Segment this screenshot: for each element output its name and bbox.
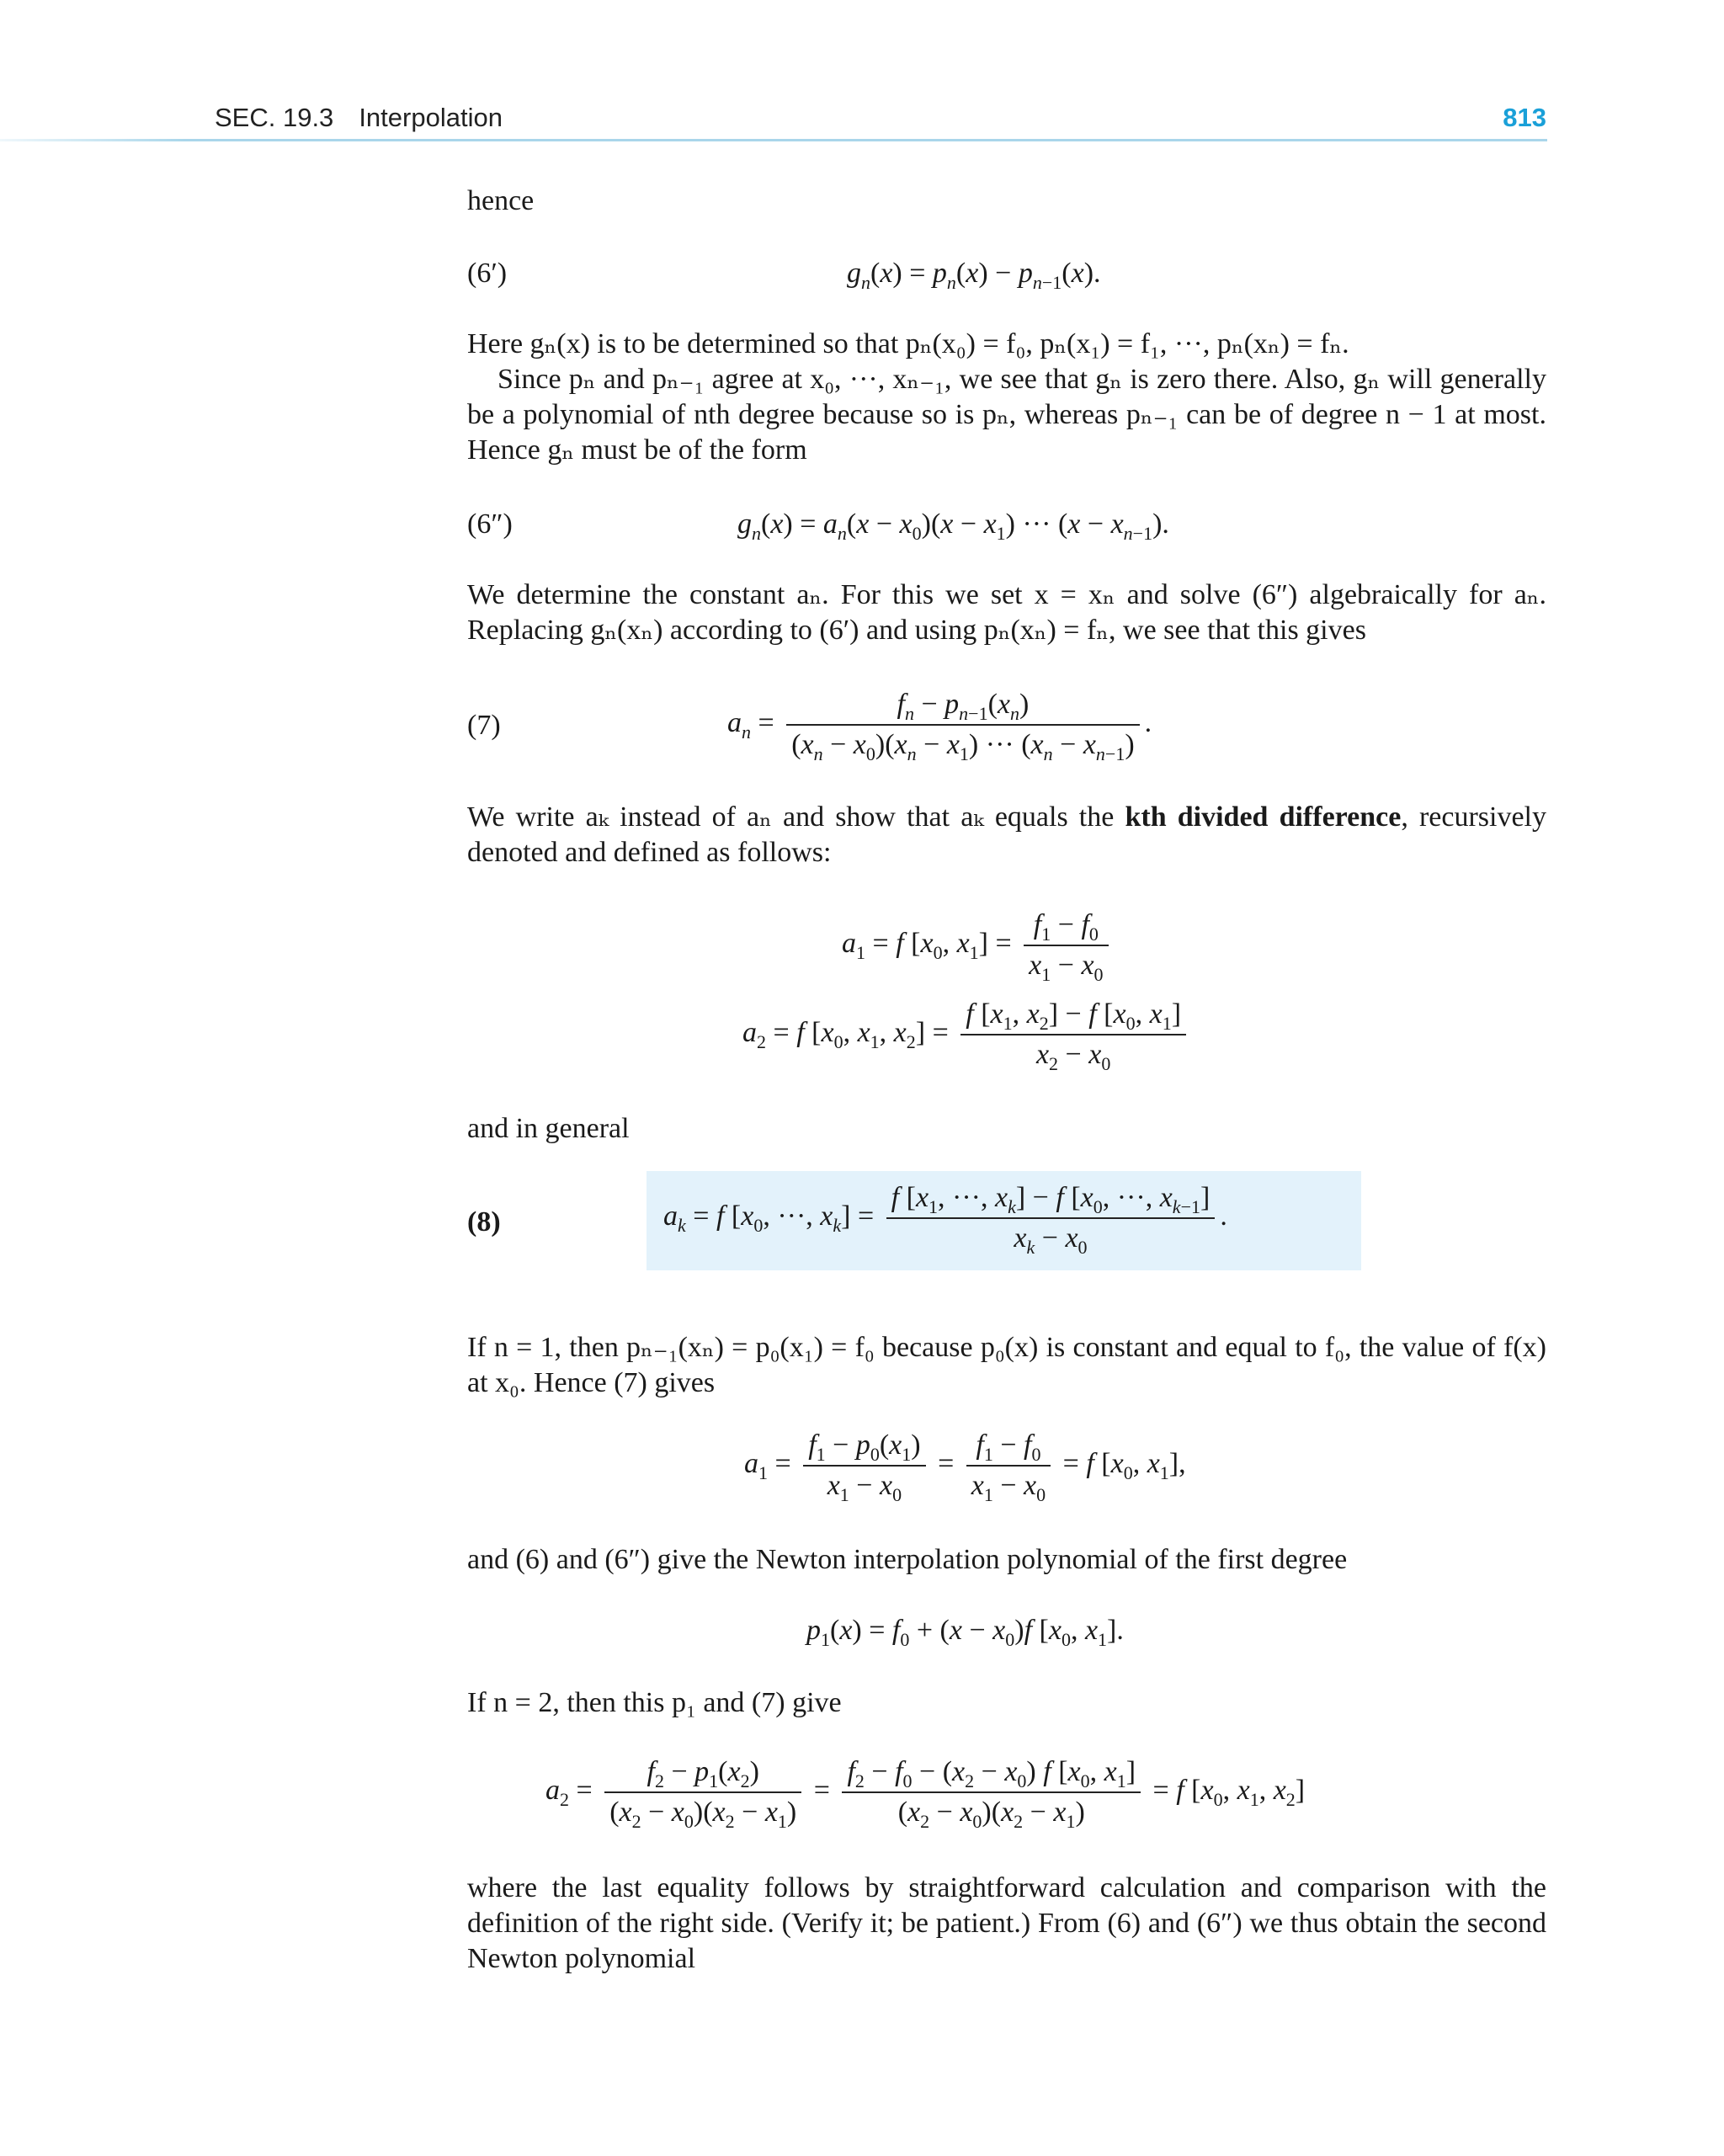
- paragraph-if-n2: If n = 2, then this p₁ and (7) give: [467, 1687, 842, 1718]
- running-header: [215, 103, 1546, 140]
- paragraph-write: We write aₖ instead of aₙ and show that aₖ equals the kth divided difference, recursively denoted and defined as follows:: [467, 801, 1546, 868]
- equation-a1-derived: $a_1$ = $\frac{f_1 - p_0(x_1)}{x_1 - x_0}$ = $\frac{f_1 - f_0}{x_1 - x_0}$ = f [$x_0$, $x_1$],: [744, 1429, 1186, 1505]
- equation-6-double-prime: $g_n(x) = a_n(x - x_0)(x - x_1)$ ··· $(x - x_{n-1})$.: [737, 508, 1169, 544]
- section-title: Interpolation: [359, 103, 503, 132]
- equation-number-6-prime: (6′): [467, 258, 508, 289]
- paragraph-general: and in general: [467, 1113, 630, 1144]
- equation-8: $a_k = f$ [$x_0$, ···, $x_k$] = $\frac{f [x_1, \cdot\cdot\cdot, x_k] - f [x_0, \cdot\cdot\cdot, x_{k-1}]}{x_k - x_0}$ .: [663, 1182, 1227, 1258]
- paragraph-here: Here gₙ(x) is to be determined so that pₙ(x₀) = f₀, pₙ(x₁) = f₁, ···, pₙ(xₙ) = fₙ.: [467, 328, 1349, 359]
- equation-6-prime: $g_n(x) = p_n(x) - p_{n-1}(x)$.: [847, 258, 1101, 293]
- paragraph-if-n1: If n = 1, then pₙ₋₁(xₙ) = p₀(x₁) = f₀ because p₀(x) is constant and equal to f₀, the value of f(x) at x₀. Hence (7) gives: [467, 1332, 1546, 1398]
- paragraph-and6: and (6) and (6″) give the Newton interpolation polynomial of the first degree: [467, 1544, 1348, 1575]
- equation-number-6-double-prime: (6″): [467, 508, 513, 540]
- equation-a1: $a_1 = f$ [$x_0$, $x_1$] = $\frac{f_1 - f_0}{x_1 - x_0}$: [842, 909, 1114, 982]
- paragraph-determine: We determine the constant aₙ. For this we set x = xₙ and solve (6″) algebraically for aₙ. Replacing gₙ(xₙ) according to (6′) and using pₙ(xₙ) = fₙ, we see that this gives: [467, 579, 1546, 646]
- equation-7: $a_n$ = $\frac{f_n - p_{n-1}(x_n)}{(x_n - x_0)(x_n - x_1) \cdot\cdot\cdot (x_n - x_{n-1})}$ .: [727, 689, 1152, 764]
- equation-number-7: (7): [467, 710, 501, 741]
- equation-a2: $a_2 = f$ [$x_0$, $x_1$, $x_2$] = $\frac{f [x_1, x_2] - f [x_0, x_1]}{x_2 - x_0}$: [742, 998, 1191, 1071]
- paragraph-hence: hence: [467, 185, 535, 216]
- section-label: SEC. 19.3 Interpolation: [215, 103, 503, 132]
- equation-number-8: (8): [467, 1206, 501, 1238]
- paragraph-where: where the last equality follows by straightforward calculation and comparison with the definition of the right side. (Verify it; be patient.) From (6) and (6″) we thus obtain the second Newton polynomial: [467, 1872, 1546, 1974]
- paragraph-since: Since pₙ and pₙ₋₁ agree at x₀, ···, xₙ₋₁, we see that gₙ is zero there. Also, gₙ will generally be a polynomial of nth degree because so is pₙ, whereas pₙ₋₁ can be of degree n − 1 at most. Hence gₙ must be of the form: [467, 364, 1546, 466]
- term-kth-divided-difference: kth divided difference: [1125, 801, 1402, 833]
- page-number: 813: [1503, 103, 1546, 132]
- header-rule: [0, 139, 1547, 141]
- equation-a2-derived: $a_2$ = $\frac{f_2 - p_1(x_2)}{(x_2 - x_0)(x_2 - x_1)}$ = $\frac{f_2 - f_0 - (x_2 - x_0) f [x_0, x_1]}{(x_2 - x_0)(x_2 - x_1)}$ = f [$x_0$, $x_1$, $x_2$]: [545, 1756, 1306, 1832]
- equation-p1: $p_1(x) = f_0 + (x - x_0)f$ [$x_0$, $x_1$].: [806, 1615, 1124, 1650]
